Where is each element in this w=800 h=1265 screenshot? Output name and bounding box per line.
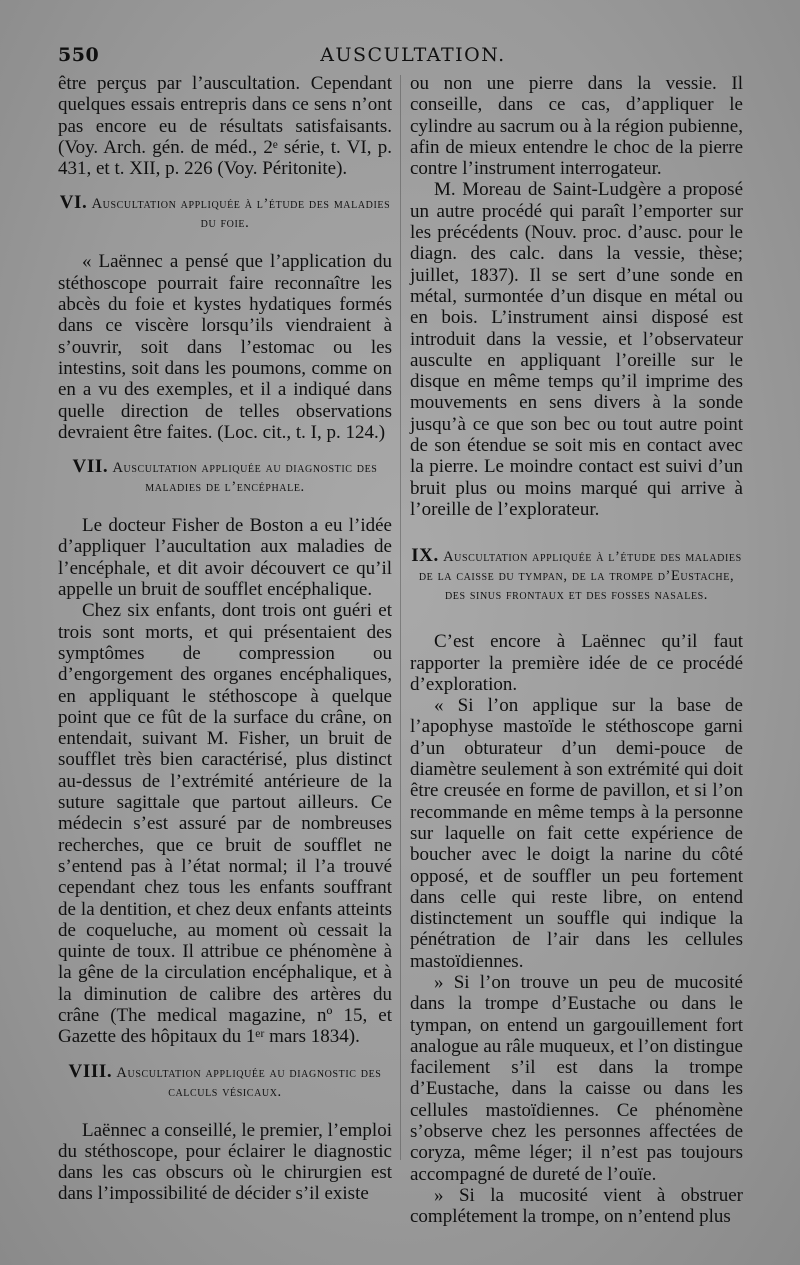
section-number: VIII. bbox=[68, 1060, 113, 1082]
section-title: Auscultation appliquée à l’étude des maladies du foie. bbox=[91, 196, 391, 232]
paragraph: Laënnec a conseillé, le premier, l’emploi du stéthoscope, pour éclairer le diagnostic dans les cas obscurs où le chirurgien est dans l’impossibilité de décider s’il existe bbox=[58, 1119, 392, 1205]
paragraph: M. Moreau de Saint-Ludgère a proposé un autre procédé qui paraît l’emporter sur les précédents (Nouv. proc. d’ausc. pour le diagn. des calc. dans la vessie, thèse; juillet, 1837). Il se sert d’une sonde en métal, surmontée d’un disque en métal ou en bois. L’instrument ainsi disposé est introduit dans la vessie, et l’observateur ausculte en appliquant l’oreille sur le disque en même temps qu’il imprime des mouvements en sens divers à la sonde jusqu’à ce que son bec ou tout autre point de son étendue se soit mis en contact avec la pierre. Le moindre contact est suivi d’un bruit plus ou moins marqué qui arrive à l’oreille de l’explorateur. bbox=[410, 179, 743, 520]
running-head: AUSCULTATION. bbox=[320, 44, 506, 66]
right-column bbox=[410, 73, 743, 1228]
paragraph: C’est encore à Laënnec qu’il faut rapporter la première idée de ce procédé d’exploration. bbox=[410, 631, 743, 695]
paragraph: » Si l’on trouve un peu de mucosité dans la trompe d’Eustache ou dans le tympan, on entend un gargouillement fort analogue au râle muqueux, et l’on distingue facilement s’il est dans la trompe d’Eustache, dans la caisse ou dans les cellules mastoïdiennes. Ce phénomène s’observe chez les personnes affectées de coryza, même léger; il n’est pas toujours accompagné de dureté de l’ouïe. bbox=[410, 971, 743, 1185]
paragraph-continued: ou non une pierre dans la vessie. Il conseille, dans ce cas, d’appliquer le cylindre au sacrum ou à la région pubienne, afin de mieux entendre le choc de la pierre contre l’instrument interrogateur. bbox=[410, 73, 743, 180]
section-number: VI. bbox=[59, 192, 88, 214]
section-title: Auscultation appliquée au diagnostic des calculs vésicaux. bbox=[116, 1064, 382, 1100]
page-header bbox=[58, 44, 768, 70]
section-heading-vii bbox=[58, 457, 392, 497]
column-divider bbox=[400, 75, 401, 1160]
section-number: VII. bbox=[72, 456, 109, 478]
section-heading-vi bbox=[58, 193, 392, 233]
paragraph: Chez six enfants, dont trois ont guéri et trois sont morts, et qui présentaient des symptômes de compression ou d’engorgement des organes encéphaliques, en appliquant le stéthoscope à quelque point que ce fût de la surface du crâne, on entendait, suivant M. Fisher, un bruit de soufflet très bien caractérisé, plus distinct au-dessus de l’extrémité antérieure de la suture sagittale que partout ailleurs. Ce médecin s’est assuré par de nombreuses recherches, que ce bruit de soufflet ne s’entend pas à l’état normal; il l’a trouvé cependant chez tous les enfants souffrant de la dentition, et chez deux enfants atteints de coqueluche, au moment où cessait la quinte de toux. Il attribue ce phénomène à la gêne de la circulation encéphalique, et à la diminution de calibre des artères du crâne (The medical magazine, nº 15, et Gazette des hôpitaux du 1ᵉʳ mars 1834). bbox=[58, 600, 392, 1048]
page-number: 550 bbox=[58, 44, 100, 66]
section-title: Auscultation appliquée à l’étude des maladies de la caisse du tympan, de la trompe d’Eustache, des sinus frontaux et des fosses nasales. bbox=[418, 549, 742, 604]
left-column bbox=[58, 73, 392, 1205]
section-heading-viii bbox=[58, 1062, 392, 1102]
section-number: IX. bbox=[411, 545, 439, 567]
paragraph-intro: être perçus par l’auscultation. Cependant quelques essais entrepris dans ce sens n’ont pas encore eu de résultats satisfaisants. (Voy. Arch. gén. de méd., 2ᵉ série, t. VI, p. 431, et t. XII, p. 226 (Voy. Péritonite). bbox=[58, 73, 392, 180]
section-title: Auscultation appliquée au diagnostic des maladies de l’encéphale. bbox=[112, 460, 378, 496]
paragraph: » Si la mucosité vient à obstruer complétement la trompe, on n’entend plus bbox=[410, 1184, 743, 1228]
paragraph: « Si l’on applique sur la base de l’apophyse mastoïde le stéthoscope garni d’un obturateur d’un demi-pouce de diamètre seulement à son extrémité qui doit être creusée en forme de pavillon, et si l’on recommande en même temps à la personne sur laquelle on fait cette expérience de boucher avec le doigt la narine du côté opposé, et de souffler un peu fortement dans celle qui reste libre, on entend distinctement un souffle qui indique la pénétration de l’air dans les cellules mastoïdiennes. bbox=[410, 695, 743, 972]
paragraph: Le docteur Fisher de Boston a eu l’idée d’appliquer l’aucultation aux maladies de l’encéphale, et dit avoir découvert ce qu’il appelle un bruit de soufflet encéphalique. bbox=[58, 515, 392, 601]
section-heading-ix bbox=[410, 546, 743, 605]
paragraph: « Laënnec a pensé que l’application du stéthoscope pourrait faire reconnaître les abcès du foie et kystes hydatiques formés dans ce viscère lorsqu’ils viendraient à s’ouvrir, soit dans l’estomac ou les intestins, soit dans les poumons, comme on en a vu des exemples, et il a indiqué dans quelle direction de telles observations devraient être faites. (Loc. cit., t. I, p. 124.) bbox=[58, 251, 392, 443]
